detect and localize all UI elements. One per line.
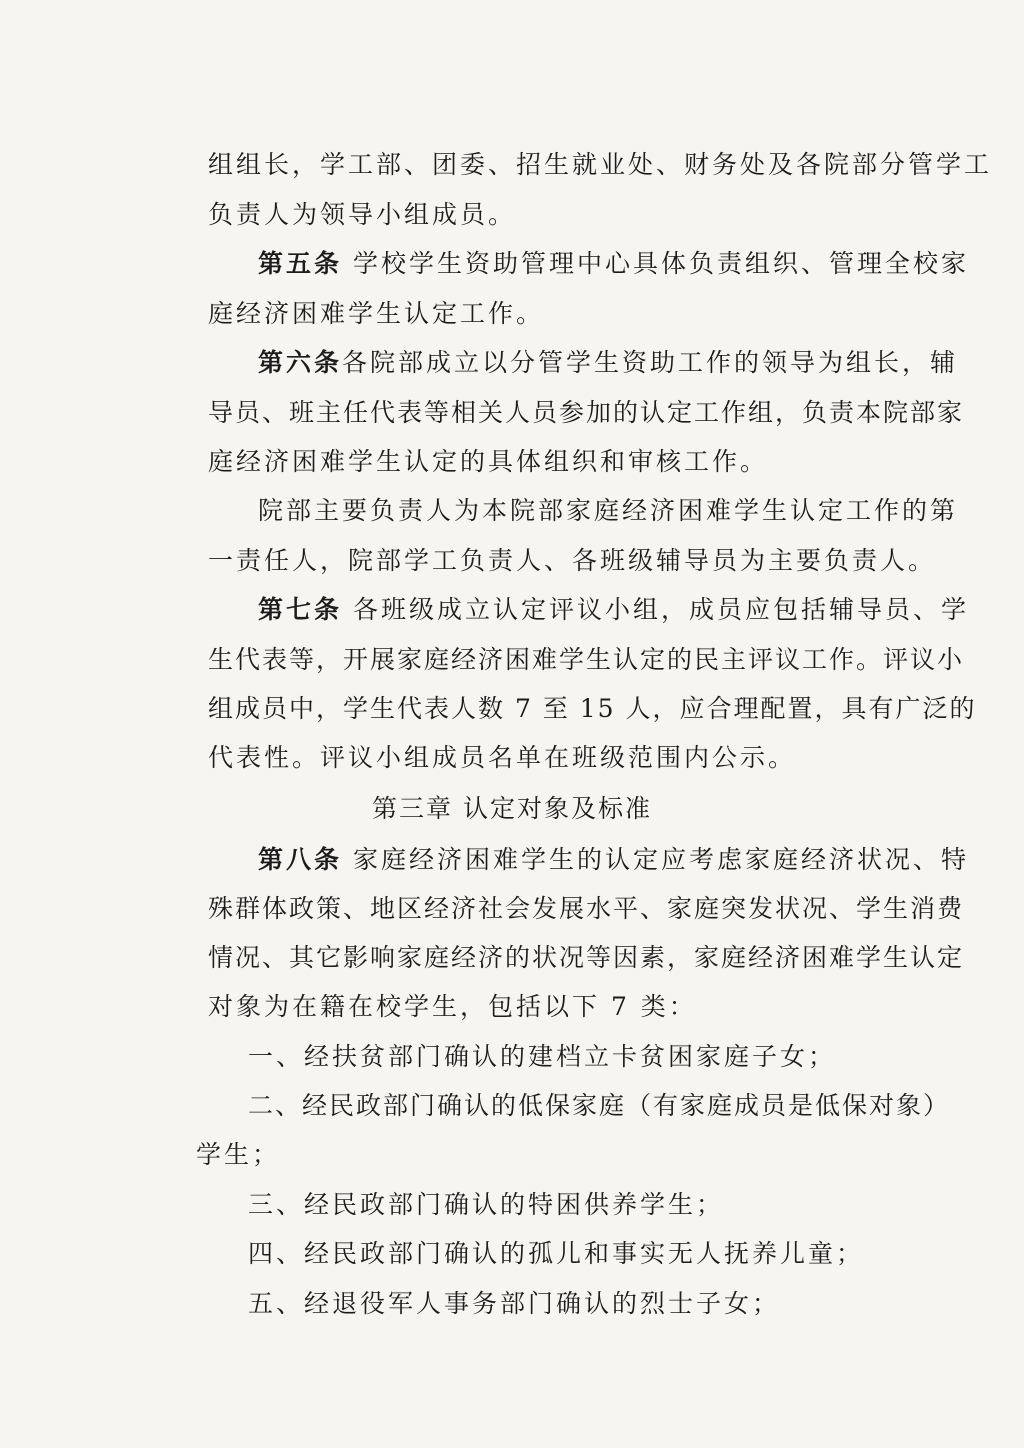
article-7 bbox=[258, 593, 969, 627]
text-line: 代表性。评议小组成员名单在班级范围内公示。 bbox=[208, 743, 797, 772]
list-item: 二、经民政部门确认的低保家庭（有家庭成员是低保对象） bbox=[248, 1091, 951, 1120]
text-line: 庭经济困难学生认定的具体组织和审核工作。 bbox=[208, 447, 769, 476]
text-line: 一责任人，院部学工负责人、各班级辅导员为主要负责人。 bbox=[208, 546, 937, 575]
text-line: 组组长，学工部、团委、招生就业处、财务处及各院部分管学工 bbox=[208, 150, 993, 179]
text-line: 殊群体政策、地区经济社会发展水平、家庭突发状况、学生消费 bbox=[208, 894, 965, 923]
article-5 bbox=[258, 247, 969, 281]
list-item-continuation: 学生； bbox=[196, 1140, 281, 1169]
text-line: 组成员中，学生代表人数 7 至 15 人，应合理配置，具有广泛的 bbox=[208, 694, 977, 723]
list-item: 五、经退役军人事务部门确认的烈士子女； bbox=[248, 1289, 781, 1318]
chapter-heading: 第三章 认定对象及标准 bbox=[372, 794, 652, 823]
text-line: 情况、其它影响家庭经济的状况等因素，家庭经济困难学生认定 bbox=[208, 943, 965, 972]
article-text: 各院部成立以分管学生资助工作的领导为组长，辅 bbox=[342, 348, 959, 377]
text-line: 对象为在籍在校学生，包括以下 7 类： bbox=[208, 992, 697, 1021]
text-line: 庭经济困难学生认定工作。 bbox=[208, 299, 545, 328]
text-line: 生代表等，开展家庭经济困难学生认定的民主评议工作。评议小 bbox=[208, 645, 965, 674]
article-label: 第七条 bbox=[258, 595, 343, 624]
article-text: 各班级成立认定评议小组，成员应包括辅导员、学 bbox=[342, 595, 969, 624]
article-text: 家庭经济困难学生的认定应考虑家庭经济状况、特 bbox=[342, 845, 969, 874]
text-line: 导员、班主任代表等相关人员参加的认定工作组，负责本院部家 bbox=[208, 398, 965, 427]
article-8 bbox=[258, 843, 969, 877]
list-item: 四、经民政部门确认的孤儿和事实无人抚养儿童； bbox=[248, 1239, 865, 1268]
text-line: 院部主要负责人为本院部家庭经济困难学生认定工作的第 bbox=[258, 496, 959, 525]
article-label: 第六条 bbox=[258, 348, 343, 377]
list-item: 三、经民政部门确认的特困供养学生； bbox=[248, 1190, 725, 1219]
article-6 bbox=[258, 346, 958, 380]
text-line: 负责人为领导小组成员。 bbox=[208, 200, 517, 229]
list-item: 一、经扶贫部门确认的建档立卡贫困家庭子女； bbox=[248, 1042, 837, 1071]
article-text: 学校学生资助管理中心具体负责组织、管理全校家 bbox=[342, 249, 969, 278]
article-label: 第五条 bbox=[258, 249, 343, 278]
article-label: 第八条 bbox=[258, 845, 343, 874]
